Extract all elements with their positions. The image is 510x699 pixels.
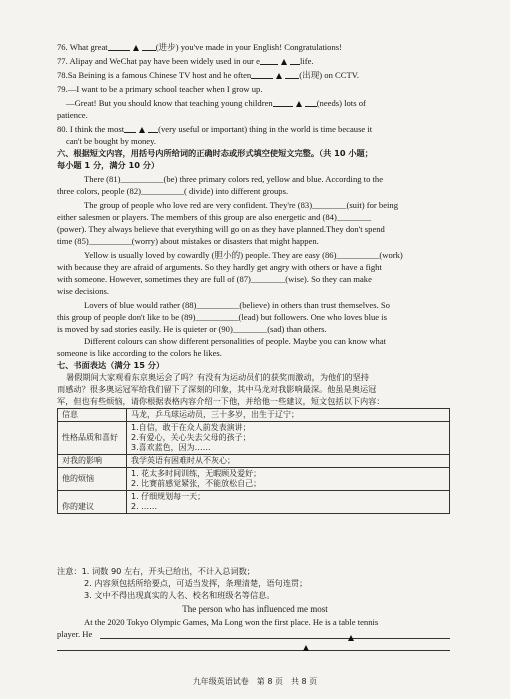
passage-line: There (81)__________(be) three primary colors red, yellow and blue. According to the — [84, 174, 384, 184]
row-header: 信息 — [58, 409, 127, 422]
section7-intro: 而感动？很多奥运冠军给我们留下了深刻的印象，其中马龙对我影响最深。他虽是奥运冠 — [57, 384, 377, 394]
writing-line[interactable] — [57, 650, 450, 651]
question-79-b: —Great! But you should know that teaching young children (needs) lots of — [66, 98, 366, 108]
row-content: 1. 仔细规划每一天； 2. …… — [127, 491, 450, 514]
note-line: 2. 内容须包括所给要点，可适当发挥，条理清楚，语句连贯； — [84, 578, 308, 588]
question-80-b: can't be bought by money. — [66, 136, 157, 146]
passage-line: with because they are afraid of arguments. So they hardly get angry with others or have a fight — [57, 262, 382, 272]
question-79-c: patience. — [57, 110, 88, 120]
triangle-icon — [345, 632, 357, 642]
info-table — [57, 408, 450, 514]
passage-line: Lovers of blue would rather (88)__________(believe) in others than trust themselves. So — [84, 300, 390, 310]
question-77: 77. Alipay and WeChat pay have been widely used in our e life. — [57, 56, 314, 66]
triangle-icon — [281, 59, 287, 65]
essay-start: At the 2020 Tokyo Olympic Games, Ma Long won the first place. He is a table tennis — [84, 617, 379, 627]
essay-start: player. He — [57, 629, 93, 639]
triangle-icon — [300, 642, 312, 652]
passage-line: is moved by sad stories easily. He is quieter or (90)________(sad) than others. — [57, 324, 327, 334]
row-header: 你的建议 — [58, 491, 127, 514]
passage-line: Yellow is usually loved by cowardly (胆小的) people. They are easy (86)__________(work) — [84, 250, 403, 260]
section7-intro: 暑假期间大家观看东京奥运会了吗？有没有为运动员们的获奖而激动，为他们的坚持 — [66, 372, 369, 382]
section6-heading2: 每小题 1 分，满分 10 分） — [57, 160, 160, 170]
row-content: 马龙，乒乓球运动员，三十多岁，出生于辽宁； — [127, 409, 450, 422]
passage-line: Different colours can show different personalities of people. Maybe you can know what — [84, 336, 387, 346]
note-line: 3. 文中不得出现真实的人名、校名和班级名等信息。 — [84, 590, 275, 600]
writing-line[interactable] — [100, 638, 450, 639]
question-78: 78.Sa Beining is a famous Chinese TV host and he often (出现) on CCTV. — [57, 70, 359, 80]
passage-line: wise decisions. — [57, 286, 110, 296]
question-79: 79.—I want to be a primary school teacher when I grow up. — [57, 84, 263, 94]
question-76: 76. What great (进步) you've made in your English! Congratulations! — [57, 42, 342, 52]
passage-line: time (85)__________(worry) about mistakes or disasters that might happen. — [57, 236, 319, 246]
table-row — [58, 409, 450, 422]
passage-line: someone is like according to the colors he likes. — [57, 348, 222, 358]
section7-intro: 军，但也有些烦恼，请你根据表格内容介绍一下他，并给他一些建议，短文包括以下内容： — [57, 396, 385, 406]
row-content: 1.自信，敢于在众人前发表演讲； 2.有爱心，关心失去父母的孩子； 3.喜欢蓝色，因为…… — [127, 422, 450, 455]
table-row — [58, 422, 450, 455]
note-line: 注意：1. 词数 90 左右，开头已给出，不计入总词数； — [57, 566, 255, 576]
table-row — [58, 455, 450, 468]
row-header: 他的烦恼 — [58, 468, 127, 491]
essay-title: The person who has influenced me most — [182, 604, 328, 614]
table-row — [58, 468, 450, 491]
row-content: 1. 花太多时间训练，无暇顾及爱好； 2. 比赛前感觉紧张，不能放松自己； — [127, 468, 450, 491]
question-80: 80. I think the most (very useful or important) thing in the world is time because it — [57, 124, 373, 134]
row-header: 对我的影响 — [58, 455, 127, 468]
row-header: 性格品质和喜好 — [58, 422, 127, 455]
section7-heading: 七、书面表达（满分 15 分） — [57, 360, 165, 370]
table-row — [58, 491, 450, 514]
passage-line: The group of people who love red are very confident. They're (83)________(suit) for being — [84, 200, 399, 210]
row-content: 我学英语有困难时从不灰心； — [127, 455, 450, 468]
passage-line: either salesmen or players. The members of this group are also energetic and (84)________ — [57, 212, 372, 222]
triangle-icon — [276, 73, 282, 79]
triangle-icon — [296, 101, 302, 107]
passage-line: (power). They always believe that everything will go on as they have planned.They don't spend — [57, 224, 385, 234]
triangle-icon — [133, 45, 139, 51]
triangle-icon — [139, 127, 145, 133]
section6-heading: 六、根据短文内容，用括号内所给词的正确时态或形式填空使短文完整。（共 10 小题； — [57, 148, 373, 158]
passage-line: this group of people don't like to be (89)__________(lead) but followers. One who loves blue is — [57, 312, 387, 322]
page-footer: 九年级英语试卷 第 8 页 共 8 页 — [192, 677, 318, 686]
passage-line: three colors, people (82)__________( divide) into different groups. — [57, 186, 289, 196]
passage-line: with someone. However, sometimes they are full of (87)________(wise). So they can make — [57, 274, 372, 284]
